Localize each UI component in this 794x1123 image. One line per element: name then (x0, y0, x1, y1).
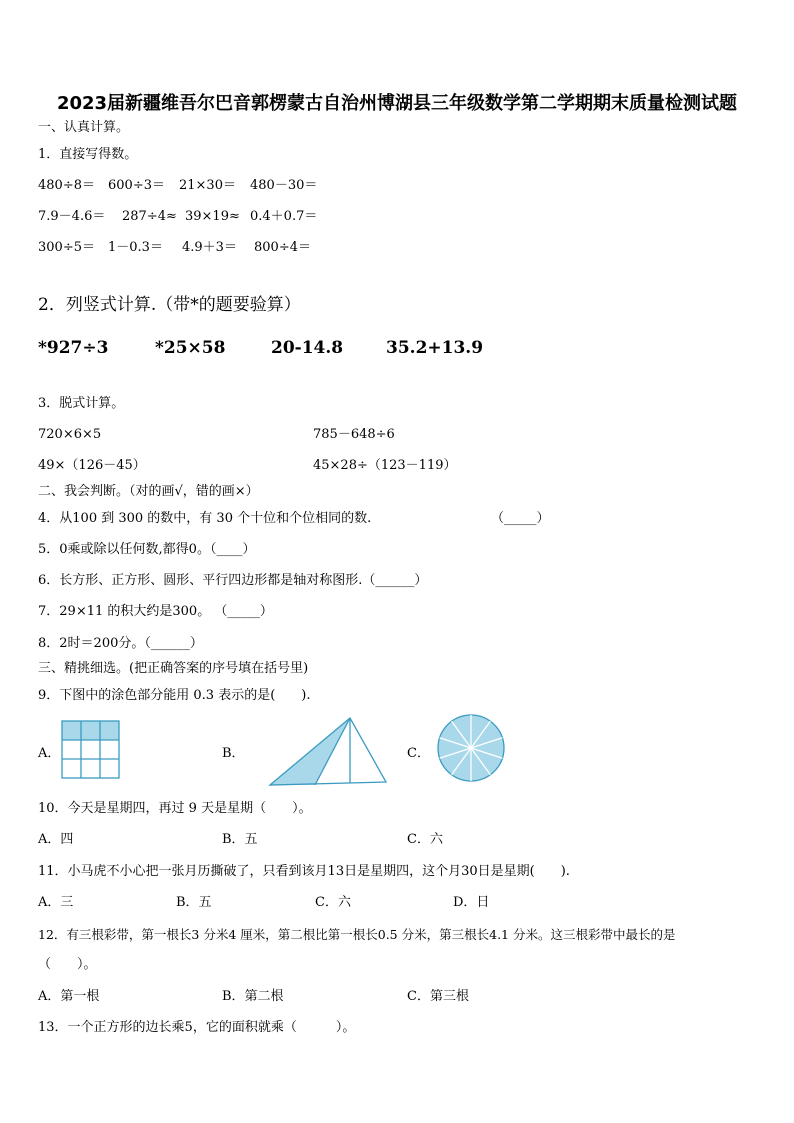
q12-text: 12．有三根彩带，第一根长3 分米4 厘米，第二根比第一根长0.5 分米，第三根长4.1 分米。这三根彩带中最长的是 (38, 927, 676, 942)
q12-text-continued: （ ）。 (38, 957, 97, 972)
q11-option-a[interactable]: A．三 (38, 895, 74, 910)
q1-item: 7.9－4.6＝ (38, 209, 106, 224)
q11-option-c[interactable]: C．六 (315, 895, 351, 910)
q1-item: 300÷5＝ (38, 240, 95, 255)
q1-item: 600÷3＝ (108, 178, 165, 193)
q1-item: 287÷4≈ (122, 209, 177, 224)
q1-item: 1－0.3＝ (108, 240, 163, 255)
q9-option-c[interactable]: C． (407, 746, 430, 761)
circle-figure (436, 713, 506, 783)
q8-text: 8．2时＝200分。（______） (38, 636, 203, 651)
section2-heading: 二、我会判断。（对的画√，错的画×） (38, 484, 259, 499)
q1-item: 480÷8＝ (38, 178, 95, 193)
q10-option-b[interactable]: B．五 (222, 832, 258, 847)
q3-item: 45×28÷（123－119） (313, 458, 457, 473)
q10-option-a[interactable]: A．四 (38, 832, 74, 847)
q13-text: 13．一个正方形的边长乘5，它的面积就乘（ ）。 (38, 1020, 356, 1035)
page-title: 2023届新疆维吾尔巴音郭楞蒙古自治州博湖县三年级数学第二学期期末质量检测试题 (56, 93, 738, 114)
q6-text: 6．长方形、正方形、圆形、平行四边形都是轴对称图形.（______） (38, 573, 428, 588)
q1-item: 800÷4＝ (254, 240, 311, 255)
q3-item: 49×（126－45） (38, 458, 146, 473)
q10-option-c[interactable]: C．六 (407, 832, 443, 847)
q1-item: 0.4＋0.7＝ (250, 209, 318, 224)
q7-text: 7．29×11 的积大约是300。 （_____） (38, 604, 273, 619)
q3-item: 720×6×5 (38, 427, 102, 442)
section1-heading: 一、认真计算。 (38, 120, 130, 135)
section3-heading: 三、精挑细选。(把正确答案的序号填在括号里) (38, 661, 309, 676)
q11-text: 11．小马虎不小心把一张月历撕破了，只看到该月13日是星期四，这个月30日是星期( ). (38, 864, 570, 879)
triangle-figure (268, 716, 388, 788)
q3-label: 3．脱式计算。 (38, 396, 125, 411)
q10-text: 10．今天是星期四，再过 9 天是星期（ ）。 (38, 801, 312, 816)
q3-item: 785－648÷6 (313, 427, 395, 442)
q12-option-c[interactable]: C．第三根 (407, 989, 469, 1004)
q12-option-b[interactable]: B．第二根 (222, 989, 284, 1004)
grid-figure (61, 720, 121, 780)
q2-label: 2．列竖式计算.（带*的题要验算） (38, 295, 301, 315)
q1-item: 4.9＋3＝ (182, 240, 237, 255)
q11-option-d[interactable]: D．日 (453, 895, 490, 910)
q9-option-a[interactable]: A． (38, 746, 61, 761)
q1-item: 480－30＝ (250, 178, 318, 193)
q11-option-b[interactable]: B．五 (176, 895, 212, 910)
q1-label: 1．直接写得数。 (38, 147, 138, 162)
q4-answer-blank[interactable]: （_____） (491, 511, 550, 526)
q2-item: *927÷3 (38, 338, 109, 358)
q9-option-b[interactable]: B． (222, 746, 245, 761)
q12-option-a[interactable]: A．第一根 (38, 989, 100, 1004)
q2-item: 20-14.8 (271, 338, 344, 358)
q2-item: *25×58 (155, 338, 226, 358)
q2-item: 35.2+13.9 (386, 338, 484, 358)
q4-text: 4．从100 到 300 的数中，有 30 个十位和个位相同的数. (38, 511, 372, 526)
q1-item: 21×30＝ (179, 178, 236, 193)
q1-item: 39×19≈ (185, 209, 240, 224)
q5-text: 5．0乘或除以任何数,都得0。（____） (38, 542, 256, 557)
q9-text: 9．下图中的涂色部分能用 0.3 表示的是( ). (38, 688, 311, 703)
